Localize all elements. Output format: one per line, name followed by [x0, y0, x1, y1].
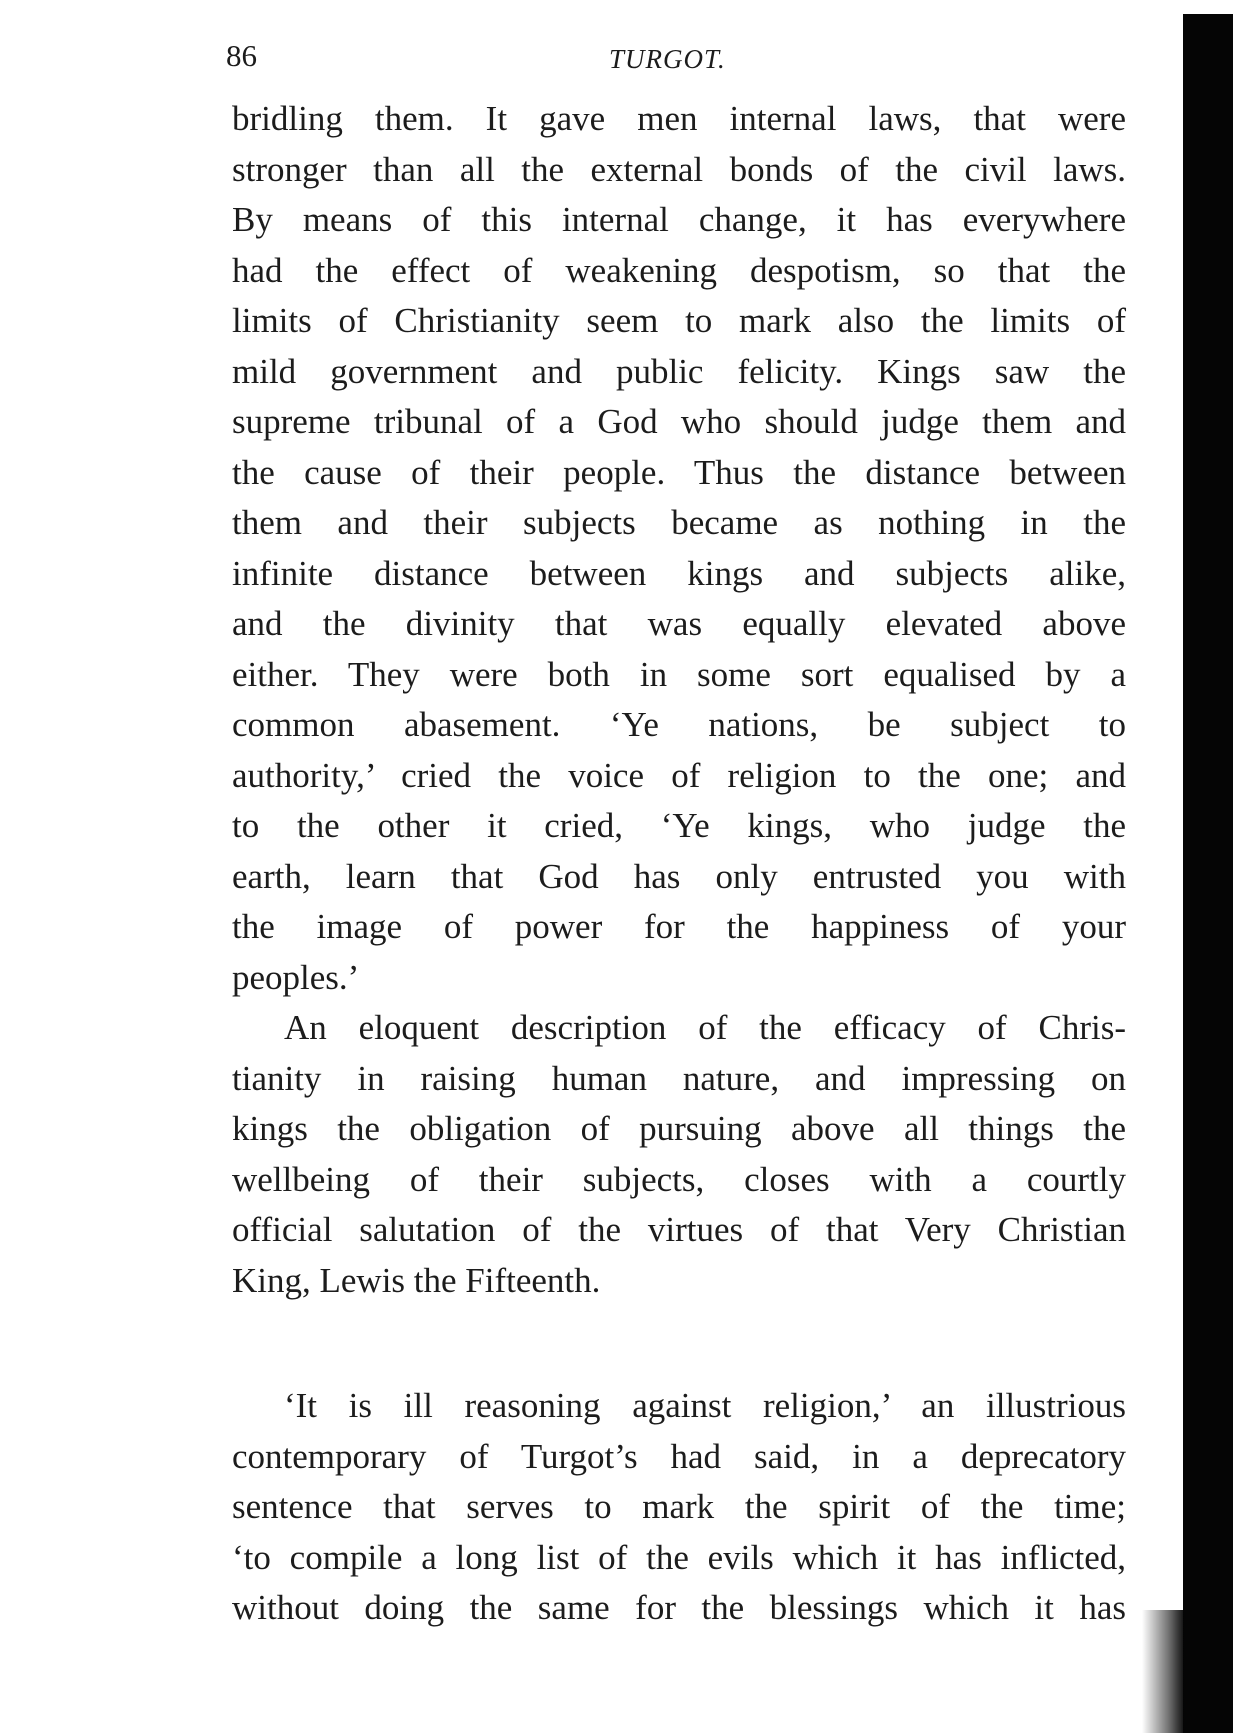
text-line: King, Lewis the Fifteenth. [232, 1260, 601, 1300]
text-line: had the effect of weakening despotism, so that the [232, 250, 1126, 290]
text-line: and the divinity that was equally elevated above [232, 604, 1126, 643]
text-line: peoples.’ [232, 957, 360, 997]
text-line: limits of Christianity seem to mark also the limits of [232, 301, 1126, 340]
scan-edge-shadow [1183, 14, 1233, 1733]
text-line: them and their subjects became as nothing in the [232, 503, 1126, 542]
text-line: stronger than all the external bonds of the civil laws. [232, 149, 1126, 189]
paragraph-2 [232, 1003, 1126, 1306]
text-line: ‘to compile a long list of the evils which it has inflicted, [232, 1537, 1126, 1577]
text-line: sentence that serves to mark the spirit of the time; [232, 1487, 1126, 1526]
page-number: 86 [226, 38, 257, 73]
text-line: earth, learn that God has only entrusted you with [232, 856, 1126, 896]
text-line: mild government and public felicity. Kings saw the [232, 351, 1126, 391]
text-line: official salutation of the virtues of that Very Christian [232, 1210, 1126, 1249]
text-line: either. They were both in some sort equalised by a [232, 654, 1126, 694]
text-line: infinite distance between kings and subjects alike, [232, 553, 1126, 593]
paragraph-1 [232, 94, 1126, 1003]
text-line: the image of power for the happiness of your [232, 907, 1126, 946]
text-line: ‘It is ill reasoning against religion,’ an illustrious [284, 1386, 1126, 1425]
text-line: contemporary of Turgot’s had said, in a deprecatory [232, 1436, 1126, 1476]
text-line: supreme tribunal of a God who should judge them and [232, 402, 1126, 441]
text-line: wellbeing of their subjects, closes with a courtly [232, 1159, 1126, 1199]
scan-edge-fade [1142, 1610, 1186, 1733]
text-line: authority,’ cried the voice of religion to the one; and [232, 755, 1126, 795]
running-title: TURGOT. [609, 44, 726, 74]
paragraph-3 [232, 1381, 1126, 1634]
text-line: to the other it cried, ‘Ye kings, who judge the [232, 806, 1126, 845]
text-line: common abasement. ‘Ye nations, be subject to [232, 705, 1126, 744]
text-line: without doing the same for the blessings which it has [232, 1588, 1126, 1627]
text-line: the cause of their people. Thus the distance between [232, 452, 1126, 492]
text-line: tianity in raising human nature, and impressing on [232, 1058, 1126, 1098]
text-line: By means of this internal change, it has everywhere [232, 200, 1126, 239]
text-line: kings the obligation of pursuing above all things the [232, 1109, 1126, 1148]
text-line: An eloquent description of the efficacy of Chris- [284, 1008, 1126, 1047]
text-line: bridling them. It gave men internal laws, that were [232, 99, 1126, 138]
